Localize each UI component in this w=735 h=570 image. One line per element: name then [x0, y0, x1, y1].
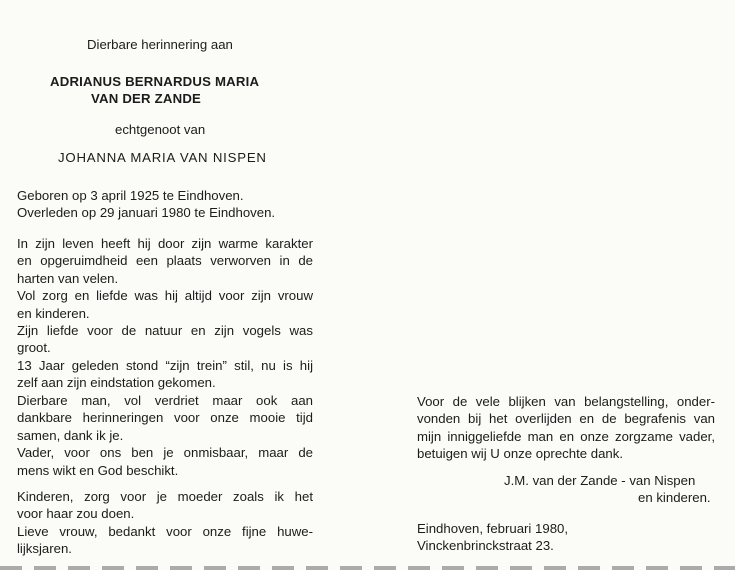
signature-line2: en kinderen. — [638, 490, 711, 505]
text-line: groot. — [17, 340, 51, 356]
text-line: voor haar zou doen. — [17, 506, 135, 522]
text-line: dankbare herinneringen voor onze mooie tijd — [17, 410, 313, 426]
text-line: betuigen wij U onze oprechte dank. — [417, 446, 624, 462]
text-line: en kinderen. — [17, 305, 90, 321]
deceased-name-line2: VAN DER ZANDE — [91, 91, 202, 106]
card-edge-divider — [0, 566, 735, 570]
life-paragraph — [17, 235, 313, 392]
death-line: Overleden op 29 januari 1980 te Eindhoven. — [17, 205, 276, 221]
text-line: Voor de vele blijken van belangstelling, onder- — [417, 394, 715, 409]
text-line: vonden bij het overlijden en de begrafenis van — [417, 411, 715, 427]
address: Vinckenbrinckstraat 23. — [417, 538, 554, 553]
text-line: Zijn liefde voor de natuur en zijn vogels was — [17, 323, 313, 339]
farewell-paragraph — [17, 392, 313, 479]
text-line: Vader, voor ons ben je onmisbaar, maar de — [17, 445, 313, 461]
text-line: lijksjaren. — [17, 541, 72, 557]
text-line: Dierbare man, vol verdriet maar ook aan — [17, 393, 313, 408]
text-line: 13 Jaar geleden stond “zijn trein” stil, nu is hij — [17, 357, 313, 373]
signature-line1: J.M. van der Zande - van Nispen — [504, 473, 696, 488]
birth-line: Geboren op 3 april 1925 te Eindhoven. — [17, 188, 244, 203]
intro-text: Dierbare herinnering aan — [87, 37, 233, 52]
dates-block — [17, 187, 313, 222]
text-line: Vol zorg en liefde was hij altijd voor zijn vrouw — [17, 288, 313, 304]
text-line: samen, dank ik je. — [17, 427, 124, 443]
text-line: zelf aan zijn eindstation gekomen. — [17, 375, 216, 391]
text-line: harten van velen. — [17, 270, 119, 286]
text-line: en opgeruimdheid een plaats verworven in de — [17, 253, 313, 269]
spouse-name: JOHANNA MARIA VAN NISPEN — [58, 150, 267, 165]
text-line: mens wikt en God beschikt. — [17, 462, 179, 478]
text-line: mijn inniggeliefde man en onze zorgzame vader, — [417, 428, 715, 444]
text-line: Lieve vrouw, bedankt voor onze fijne huwe- — [17, 523, 313, 539]
text-line: In zijn leven heeft hij door zijn warme karakter — [17, 236, 313, 251]
thanks-paragraph — [417, 393, 715, 463]
deceased-name-line1: ADRIANUS BERNARDUS MARIA — [50, 74, 260, 89]
text-line: Kinderen, zorg voor je moeder zoals ik het — [17, 489, 313, 504]
place-date: Eindhoven, februari 1980, — [417, 521, 569, 536]
relation-text: echtgenoot van — [115, 122, 206, 137]
closing-paragraph — [17, 488, 313, 558]
